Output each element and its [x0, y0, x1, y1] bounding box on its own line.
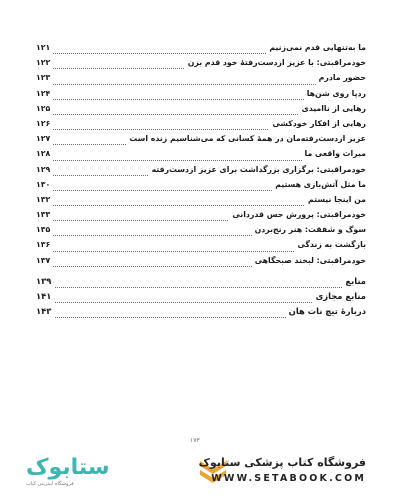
- toc-entry-page: ۱۲۵: [36, 101, 53, 116]
- toc-section-title: دربارهٔ تیچ نات هان: [286, 304, 366, 319]
- toc-entry: [36, 253, 366, 268]
- toc-entry-title: ما مثل آتش‌بازی هستیم: [272, 177, 366, 192]
- toc-entry-title: خودمراقبتی: برگزاری بزرگداشت برای عزیز ازدست‌رفته: [149, 162, 366, 177]
- toc-entry-title: رهایی از ناامیدی: [299, 101, 366, 116]
- toc-entry: [36, 131, 366, 146]
- toc-entry: [36, 222, 366, 237]
- toc-entry-page: ۱۲۶: [36, 116, 53, 131]
- toc-entry: [36, 146, 366, 161]
- toc-section-page: ۱۴۱: [36, 289, 54, 304]
- store-info: [199, 456, 366, 484]
- toc-entry-page: ۱۳۶: [36, 237, 53, 252]
- page-number: ۱۷۳: [190, 437, 200, 444]
- toc-entry: [36, 177, 366, 192]
- toc-section: [36, 274, 366, 289]
- toc-entry: [36, 207, 366, 222]
- toc-section: [36, 304, 366, 319]
- toc-entry-title: سوگ و شفقت: هنر رنج‌بردن: [252, 222, 366, 237]
- logo-text: ستابوک: [26, 455, 110, 480]
- toc-section-page: ۱۳۹: [36, 274, 54, 289]
- toc-entry-page: ۱۳۷: [36, 253, 53, 268]
- table-of-contents: [36, 40, 366, 319]
- toc-entry-page: ۱۲۹: [36, 162, 53, 177]
- toc-section-page: ۱۴۳: [36, 304, 54, 319]
- toc-entry-page: ۱۳۰: [36, 177, 53, 192]
- toc-section-title: منابع: [342, 274, 366, 289]
- toc-entry-page: ۱۳۵: [36, 222, 53, 237]
- toc-entry-title: خودمراقبتی: لبخند صبحگاهی: [252, 253, 366, 268]
- toc-entry: [36, 55, 366, 70]
- toc-section: [36, 289, 366, 304]
- toc-entry-title: عزیز ازدست‌رفته‌مان در همهٔ کسانی که می‌شناسیم زنده است: [126, 131, 366, 146]
- toc-entry-title: رهایی از افکار خودکشی: [269, 116, 366, 131]
- toc-entry: [36, 86, 366, 101]
- toc-entry-page: ۱۲۳: [36, 70, 53, 85]
- store-logo: [26, 455, 116, 491]
- toc-entry-title: ما به‌تنهایی قدم نمی‌زنیم: [266, 40, 366, 55]
- toc-entry-page: ۱۳۳: [36, 207, 53, 222]
- toc-entry-title: میراث واقعی ما: [302, 146, 366, 161]
- toc-entry-page: ۱۲۷: [36, 131, 53, 146]
- toc-entry-title: بازگشت به زندگی: [295, 237, 367, 252]
- toc-entry-page: ۱۳۲: [36, 192, 53, 207]
- toc-entry: [36, 40, 366, 55]
- toc-entry-title: خودمراقبتی: پرورش حس قدردانی: [229, 207, 366, 222]
- store-name: فروشگاه کتاب پزشکی ستابوک: [198, 456, 366, 469]
- toc-entry: [36, 116, 366, 131]
- toc-entry: [36, 192, 366, 207]
- toc-entry-title: حضور مادرم: [316, 70, 366, 85]
- toc-section-title: منابع مجازی: [313, 289, 366, 304]
- toc-entry-title: ردپا روی شن‌ها: [304, 86, 366, 101]
- store-url[interactable]: WWW.SETABOOK.COM: [211, 473, 366, 484]
- toc-entry: [36, 162, 366, 177]
- footer-banner: [0, 449, 400, 497]
- toc-entry-page: ۱۲۲: [36, 55, 53, 70]
- toc-entry-page: ۱۲۴: [36, 86, 53, 101]
- toc-entry-title: من اینجا نیستم: [305, 192, 366, 207]
- toc-entry-page: ۱۲۸: [36, 146, 53, 161]
- logo-subtitle: فروشگاه اینترنتی کتاب: [26, 481, 74, 487]
- toc-entry: [36, 70, 366, 85]
- toc-entry-title: خودمراقبتی: با عزیز ازدست‌رفتهٔ خود قدم بزن: [185, 55, 366, 70]
- toc-entry: [36, 237, 366, 252]
- toc-entry-page: ۱۲۱: [36, 40, 53, 55]
- toc-entry: [36, 101, 366, 116]
